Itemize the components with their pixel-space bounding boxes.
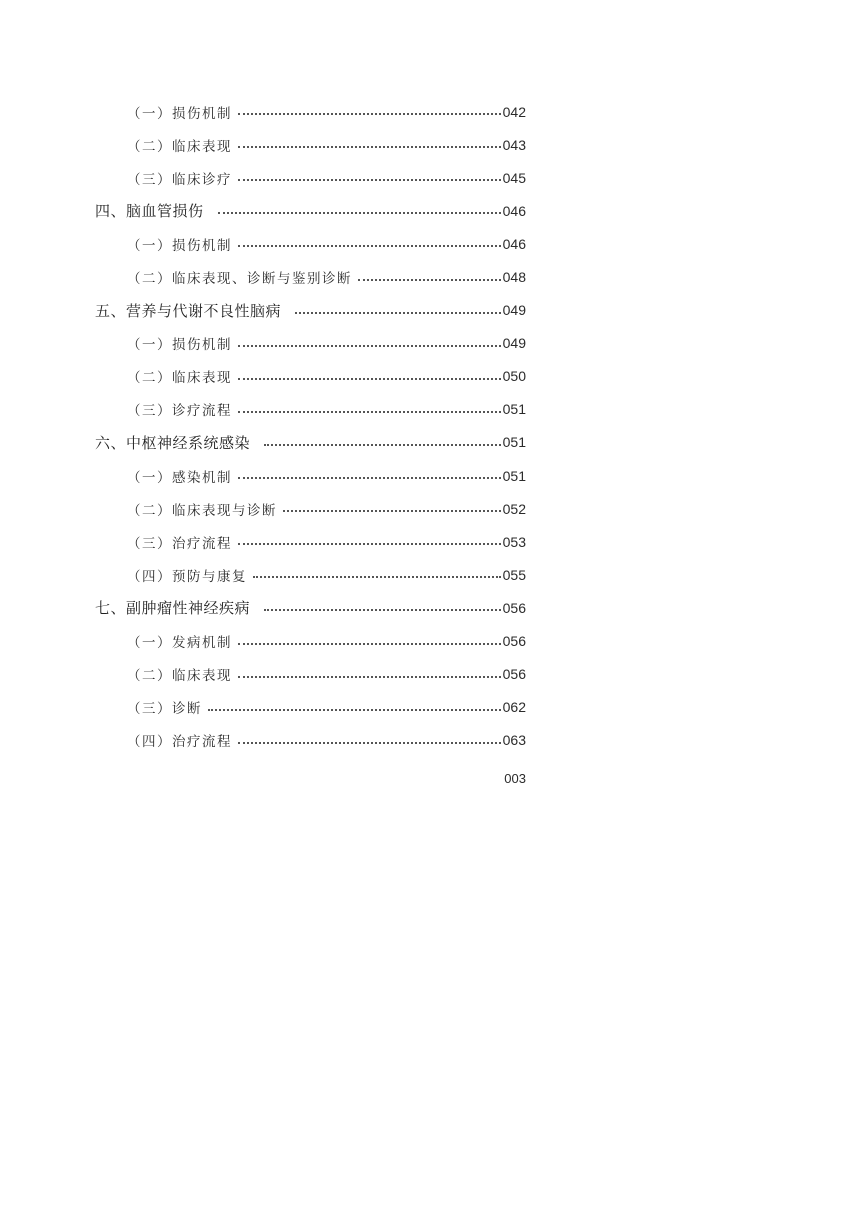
dot-leader [264,443,501,446]
toc-entry-title: （三）临床诊疗 [127,171,232,188]
toc-entry[interactable] [0,95,867,128]
dot-leader [238,542,501,545]
toc-entry-page: 043 [502,136,526,153]
toc-entry[interactable] [0,128,867,161]
toc-section-title: 四、脑血管损伤 [95,202,204,221]
toc-section-page: 049 [502,302,526,319]
toc-entry[interactable] [0,360,867,393]
toc-entry-title: （一）损伤机制 [127,337,232,354]
dot-leader [218,211,501,214]
toc-entry[interactable] [0,459,867,492]
toc-entry-page: 049 [502,335,526,352]
toc-entry-page: 056 [502,633,526,650]
toc-entry[interactable] [0,492,867,525]
toc-entry[interactable] [0,691,867,724]
dot-leader [264,608,501,611]
toc-entry[interactable] [0,161,867,194]
toc-entry[interactable] [0,327,867,360]
dot-leader [238,178,501,181]
toc-entry-title: （四）预防与康复 [127,568,247,585]
toc-section-page: 051 [502,434,526,451]
toc-entry-page: 053 [502,533,526,550]
toc-entry-title: （三）治疗流程 [127,535,232,552]
toc-section[interactable] [0,591,867,624]
dot-leader [238,476,501,479]
toc-section[interactable] [0,294,867,327]
toc-entry-page: 048 [502,269,526,286]
toc-entry[interactable] [0,658,867,691]
dot-leader [283,509,501,512]
toc-section-page: 056 [502,599,526,616]
toc-entry-title: （二）临床表现 [127,370,232,387]
toc-entry-title: （一）发病机制 [127,635,232,652]
toc-entry-title: （四）治疗流程 [127,734,232,751]
toc-entry-page: 050 [502,368,526,385]
toc-entry-title: （二）临床表现与诊断 [127,502,277,519]
toc-entry-page: 051 [502,401,526,418]
toc-entry-page: 051 [502,467,526,484]
dot-leader [358,278,501,281]
dot-leader [238,377,501,380]
toc-entry[interactable] [0,393,867,426]
toc-section-title: 七、副肿瘤性神经疾病 [95,599,251,618]
toc-entry-page: 062 [502,699,526,716]
dot-leader [238,145,501,148]
dot-leader [295,311,501,314]
toc-entry-title: （一）损伤机制 [127,105,232,122]
toc-entry-title: （二）临床表现、诊断与鉴别诊断 [127,271,352,288]
dot-leader [238,244,501,247]
toc-entry-page: 056 [502,666,526,683]
dot-leader [238,741,501,744]
toc-entry[interactable] [0,260,867,293]
dot-leader [238,112,501,115]
toc-entry-title: （二）临床表现 [127,138,232,155]
dot-leader [238,675,501,678]
table-of-contents [0,95,867,757]
dot-leader [253,575,501,578]
toc-entry[interactable] [0,724,867,757]
toc-section-title: 六、中枢神经系统感染 [95,433,251,452]
toc-entry[interactable] [0,525,867,558]
dot-leader [238,344,501,347]
toc-section-page: 046 [502,202,526,219]
dot-leader [238,642,501,645]
toc-entry-page: 052 [502,500,526,517]
toc-entry[interactable] [0,558,867,591]
dot-leader [208,708,501,711]
toc-entry-title: （三）诊断 [127,701,202,718]
page-number: 003 [504,771,526,786]
toc-entry[interactable] [0,227,867,260]
toc-section[interactable] [0,194,867,227]
toc-entry-page: 046 [502,235,526,252]
toc-section-title: 五、营养与代谢不良性脑病 [95,301,282,320]
toc-entry-page: 063 [502,732,526,749]
toc-entry-title: （三）诊疗流程 [127,403,232,420]
toc-section[interactable] [0,426,867,459]
toc-entry-page: 042 [502,103,526,120]
toc-entry-title: （二）临床表现 [127,668,232,685]
dot-leader [238,410,501,413]
toc-entry-page: 045 [502,169,526,186]
toc-entry[interactable] [0,625,867,658]
toc-entry-page: 055 [502,566,526,583]
toc-entry-title: （一）感染机制 [127,469,232,486]
toc-entry-title: （一）损伤机制 [127,237,232,254]
